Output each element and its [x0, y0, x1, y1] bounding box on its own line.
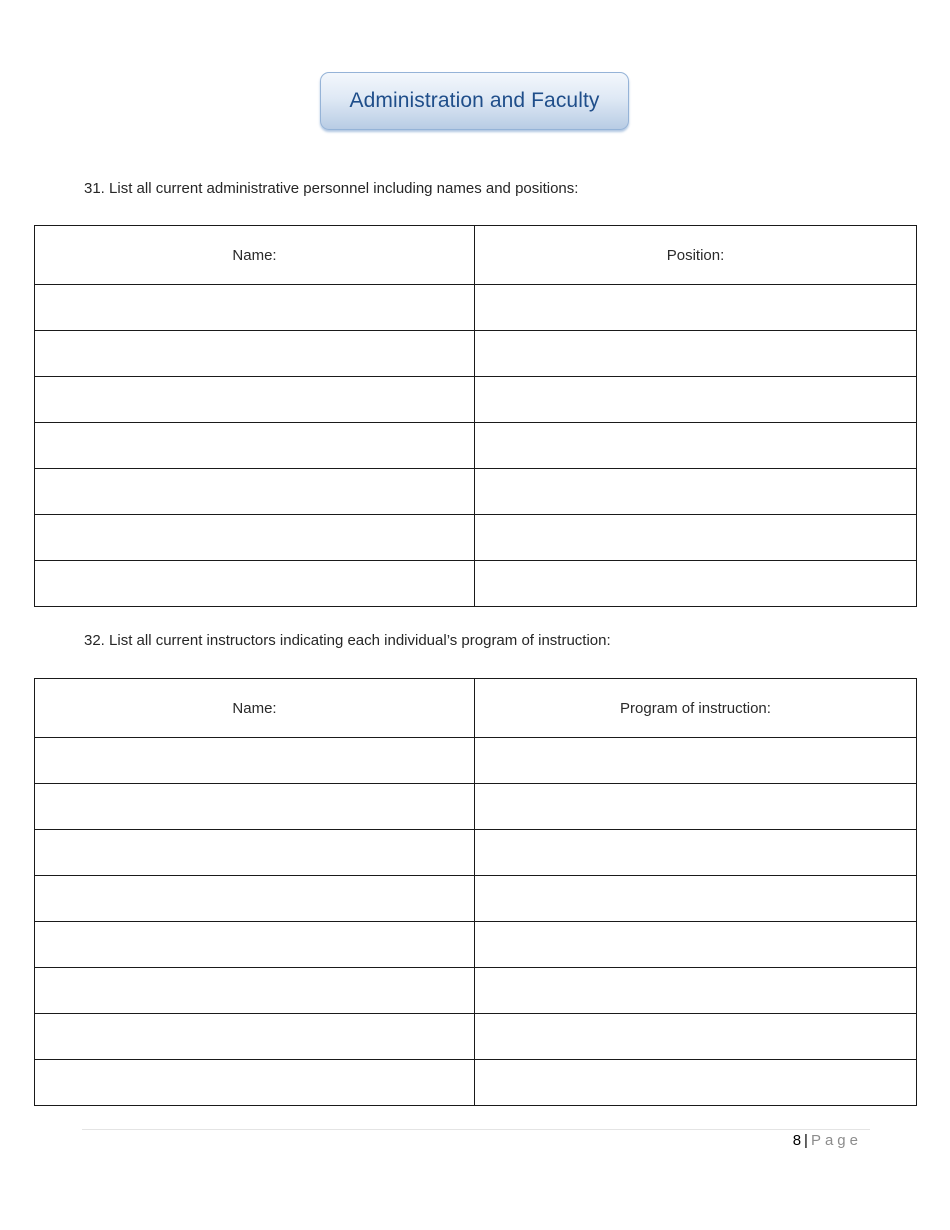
name-cell[interactable] [35, 469, 475, 515]
name-cell[interactable] [35, 1014, 475, 1060]
table-row [35, 876, 917, 922]
program-cell[interactable] [475, 738, 917, 784]
table-header-row [35, 226, 917, 285]
program-cell[interactable] [475, 1014, 917, 1060]
section-title-box [320, 72, 629, 130]
table-row [35, 285, 917, 331]
name-cell[interactable] [35, 423, 475, 469]
page-number: 8 [792, 1132, 802, 1149]
table-row [35, 784, 917, 830]
column-header-position: Position: [475, 226, 917, 285]
program-cell[interactable] [475, 876, 917, 922]
program-cell[interactable] [475, 830, 917, 876]
table-row [35, 922, 917, 968]
table-row [35, 968, 917, 1014]
name-cell[interactable] [35, 285, 475, 331]
table-row [35, 738, 917, 784]
column-header-name: Name: [35, 226, 475, 285]
table-row [35, 830, 917, 876]
name-cell[interactable] [35, 968, 475, 1014]
position-cell[interactable] [475, 561, 917, 607]
column-header-program: Program of instruction: [475, 679, 917, 738]
program-cell[interactable] [475, 922, 917, 968]
table-row [35, 1060, 917, 1106]
program-cell[interactable] [475, 784, 917, 830]
page-separator: | [804, 1132, 808, 1149]
admin-personnel-table [34, 225, 917, 607]
table-row [35, 331, 917, 377]
name-cell[interactable] [35, 1060, 475, 1106]
name-cell[interactable] [35, 784, 475, 830]
page-title: Administration and Faculty [349, 89, 600, 112]
question-31: 31. List all current administrative personnel including names and positions: [84, 180, 579, 197]
position-cell[interactable] [475, 331, 917, 377]
table-row [35, 515, 917, 561]
table-row [35, 469, 917, 515]
footer-divider [82, 1129, 870, 1130]
question-32: 32. List all current instructors indicating each individual’s program of instruction: [84, 632, 611, 649]
name-cell[interactable] [35, 738, 475, 784]
name-cell[interactable] [35, 515, 475, 561]
name-cell[interactable] [35, 830, 475, 876]
table-row [35, 561, 917, 607]
page-label: Page [810, 1132, 862, 1149]
position-cell[interactable] [475, 515, 917, 561]
name-cell[interactable] [35, 876, 475, 922]
column-header-name: Name: [35, 679, 475, 738]
table-row [35, 377, 917, 423]
name-cell[interactable] [35, 561, 475, 607]
position-cell[interactable] [475, 285, 917, 331]
program-cell[interactable] [475, 968, 917, 1014]
position-cell[interactable] [475, 423, 917, 469]
instructors-table [34, 678, 917, 1106]
name-cell[interactable] [35, 331, 475, 377]
program-cell[interactable] [475, 1060, 917, 1106]
table-row [35, 1014, 917, 1060]
position-cell[interactable] [475, 469, 917, 515]
position-cell[interactable] [475, 377, 917, 423]
name-cell[interactable] [35, 922, 475, 968]
table-row [35, 423, 917, 469]
table-header-row [35, 679, 917, 738]
page-footer [793, 1132, 862, 1149]
name-cell[interactable] [35, 377, 475, 423]
